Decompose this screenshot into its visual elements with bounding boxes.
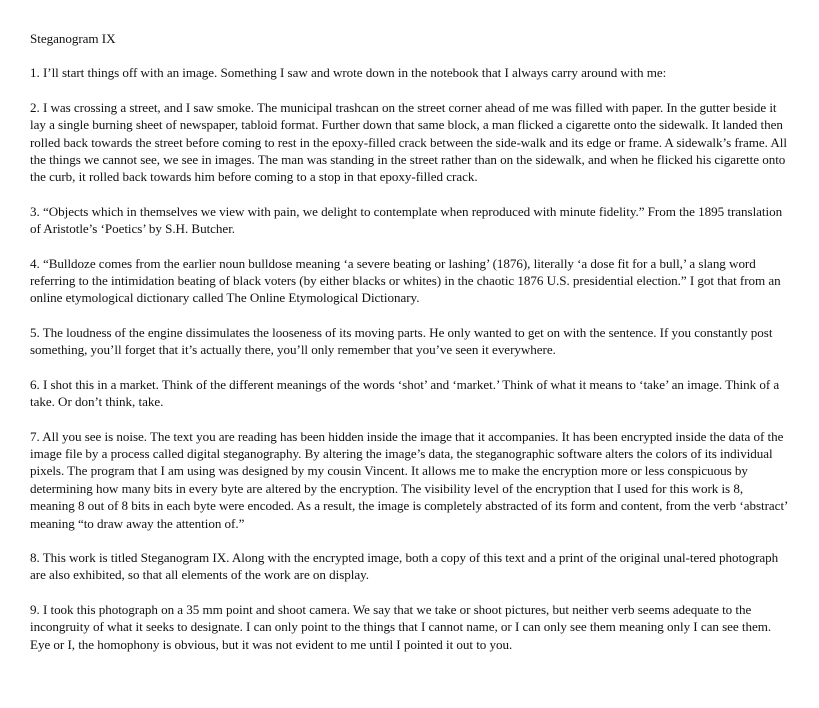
paragraph-3: 3. “Objects which in themselves we view with pain, we delight to contemplate when reproduced with minute fidelity.” From the 1895 translation of Aristotle’s ‘Poetics’ by S.H. Butcher.: [30, 203, 783, 237]
paragraph-5: 5. The loudness of the engine dissimulates the looseness of its moving parts. He only wanted to get on with the sentence. If you constantly post something, you’ll forget that it’s actually there, you’ll only remember that you’ve seen it everywhere.: [30, 324, 773, 358]
paragraph-2: 2. I was crossing a street, and I saw smoke. The municipal trashcan on the street corner ahead of me was filled with paper. In the gutter beside it lay a single burning sheet of newspaper, tabloid format. Further down that same block, a man flicked a cigarette onto the sidewalk. It landed then rolled back towards the street before coming to rest in the epoxy-filled crack between the side-walk and its edge or frame. A sidewalk’s frame. All the things we cannot see, we see in images. The man was standing in the street rather than on the sidewalk, and when he flicked his cigarette onto the curb, it rolled back towards him before coming to a stop in that epoxy-filled crack.: [30, 99, 787, 185]
paragraph-8: 8. This work is titled Steganogram IX. Along with the encrypted image, both a copy of this text and a print of the original unal-tered photograph are also exhibited, so that all elements of the work are on display.: [30, 549, 779, 583]
document-title: Steganogram IX: [30, 31, 116, 46]
paragraph-9: 9. I took this photograph on a 35 mm point and shoot camera. We say that we take or shoot pictures, but neither verb seems adequate to the incongruity of what it seeks to designate. I can only point to the things that I cannot name, or I can only see them meaning only I can see them. Eye or I, the homophony is obvious, but it was not evident to me until I pointed it out to you.: [30, 601, 772, 652]
paragraph-1: 1. I’ll start things off with an image. Something I saw and wrote down in the notebook that I always carry around with me:: [30, 65, 667, 81]
paragraph-4: 4. “Bulldoze comes from the earlier noun bulldose meaning ‘a severe beating or lashing’ (1876), literally ‘a dose fit for a bull,’ a slang word referring to the intimidation beating of black voters (by either blacks or whites) in the chaotic 1876 U.S. presidential election.” I got that from an online etymological dictionary called The Online Etymological Dictionary.: [30, 255, 781, 306]
document-page: [30, 30, 790, 653]
paragraph-6: 6. I shot this in a market. Think of the different meanings of the words ‘shot’ and ‘market.’ Think of what it means to ‘take’ an image. Think of a take. Or don’t think, take.: [30, 376, 780, 410]
paragraph-7: 7. All you see is noise. The text you are reading has been hidden inside the image that it accompanies. It has been encrypted inside the data of the image file by a process called digital steganography. By altering the image’s data, the steganographic software alters the colors of its individual pixels. The program that I am using was designed by my cousin Vincent. It allows me to make the encryption more or less conspicuous by determining how many bits in every byte are altered by the encryption. The visibility level of the encryption that I used for this work is 8, meaning 8 out of 8 bits in each byte were encoded. As a result, the image is completely abstracted of its form and content, from the verb ‘abstract’ meaning “to draw away the attention of.”: [30, 428, 788, 531]
